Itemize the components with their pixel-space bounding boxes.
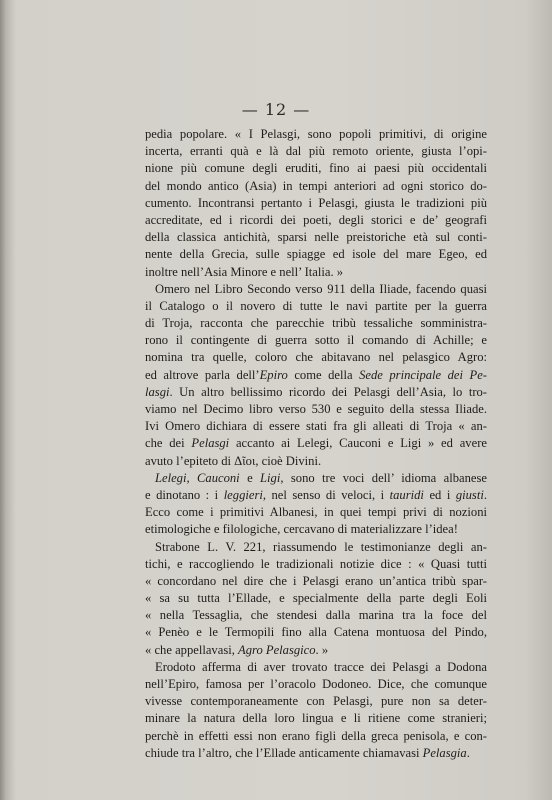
text-line: inoltre nell’Asia Minore e nell’ Italia. » [145, 264, 344, 279]
text-line: Lelegi, Cauconi e Ligi, sono tre voci dell’ idioma albanese [155, 470, 488, 485]
text-line: Ivi Omero dichiara di essere stati fra gli alleati di Troja « an- [145, 419, 487, 434]
text-line: accreditate, ed i ricordi dei poeti, degli storici e de’ geografi [145, 212, 487, 227]
text-line: pedia popolare. « I Pelasgi, sono popoli primitivi, di origine [145, 127, 487, 141]
text-line: « che appellavasi, Agro Pelasgico. » [145, 642, 329, 657]
text-line: Strabone L. V. 221, riassumendo le testimonianze degli an- [155, 539, 487, 554]
text-line: rono il contingente di guerra sotto il comando di Achille; e [145, 333, 487, 348]
text-line: ed altrove parla dell’Epiro come della Sede principale dei Pe- [145, 367, 487, 382]
text-line: nente della Grecia, sulle spiagge ed isole del mare Egeo, ed [145, 247, 487, 262]
text-line: perchè in effetti essi non erano figli della greca penisola, e con- [145, 728, 487, 743]
text-line: nione più comune degli eruditi, fino ai paesi più occidentali [145, 161, 487, 176]
text-line: vivesse contemporaneamente con Pelasgi, pure non sa deter- [145, 694, 487, 709]
text-line: minare la natura della loro lingua e li ritiene come stranieri; [145, 711, 487, 726]
text-line: avuto l’epiteto di Δῖοι, cioè Divini. [145, 453, 322, 468]
text-line: « Penèo e le Termopili fino alla Catena montuosa del Pindo, [145, 625, 487, 640]
text-line: etimologiche e filologiche, cercavano di materializzare l’idea! [145, 522, 458, 537]
text-line: cumento. Incontransi pertanto i Pelasgi, giusta le tradizioni più [145, 195, 487, 210]
text-line: di Troja, racconta che parecchie tribù tessaliche somministra- [145, 316, 487, 331]
text-line: e dinotano : i leggieri, nel senso di veloci, i tauridi ed i giusti. [145, 487, 487, 502]
text-line: Ecco come i primitivi Albanesi, in quei tempi privi di nozioni [145, 505, 487, 520]
text-line: lasgi. Un altro bellissimo ricordo dei Pelasgi dell’Asia, lo tro- [145, 384, 487, 399]
text-line: tichi, e raccogliendo le tradizionali notizie dice : « Quasi tutti [145, 556, 487, 571]
text-line: che dei Pelasgi accanto ai Lelegi, Cauconi e Ligi » ed avere [145, 436, 487, 451]
text-line: Omero nel Libro Secondo verso 911 della Iliade, facendo quasi [155, 281, 487, 296]
text-line: nell’Epiro, famosa per l’oracolo Dodoneo. Dice, che comunque [145, 677, 487, 691]
text-line: « sa su tutta l’Ellade, e specialmente della parte degli Eoli [145, 591, 487, 606]
text-line: il Catalogo o il novero di tutte le navi partite per la guerra [145, 298, 487, 313]
text-line: del mondo antico (Asia) in tempi anteriori ad ogni storico do- [145, 178, 487, 193]
page-number: — 12 — [241, 100, 311, 119]
text-line: chiude tra l’altro, che l’Ellade anticamente chiamavasi Pelasgia. [145, 745, 470, 760]
text-line: « nella Tessaglia, che stendesi dalla marina tra la foce del [145, 608, 487, 623]
text-line: della classica antichità, sparsi nelle preistoriche età sul conti- [145, 230, 487, 245]
text-line: « concordano nel dire che i Pelasgi erano un’antica tribù spar- [145, 573, 487, 588]
text-line: nomina tra quelle, coloro che abitavano nel pelasgico Agro: [145, 350, 487, 365]
text-line: incerta, erranti quà e là dal più remoto oriente, giusta l’opi- [145, 144, 487, 159]
text-line: viamo nel Decimo libro verso 530 e seguito della stessa Iliade. [145, 402, 487, 416]
body-text [145, 126, 487, 762]
text-line: Erodoto afferma di aver trovato tracce dei Pelasgi a Dodona [155, 659, 487, 674]
